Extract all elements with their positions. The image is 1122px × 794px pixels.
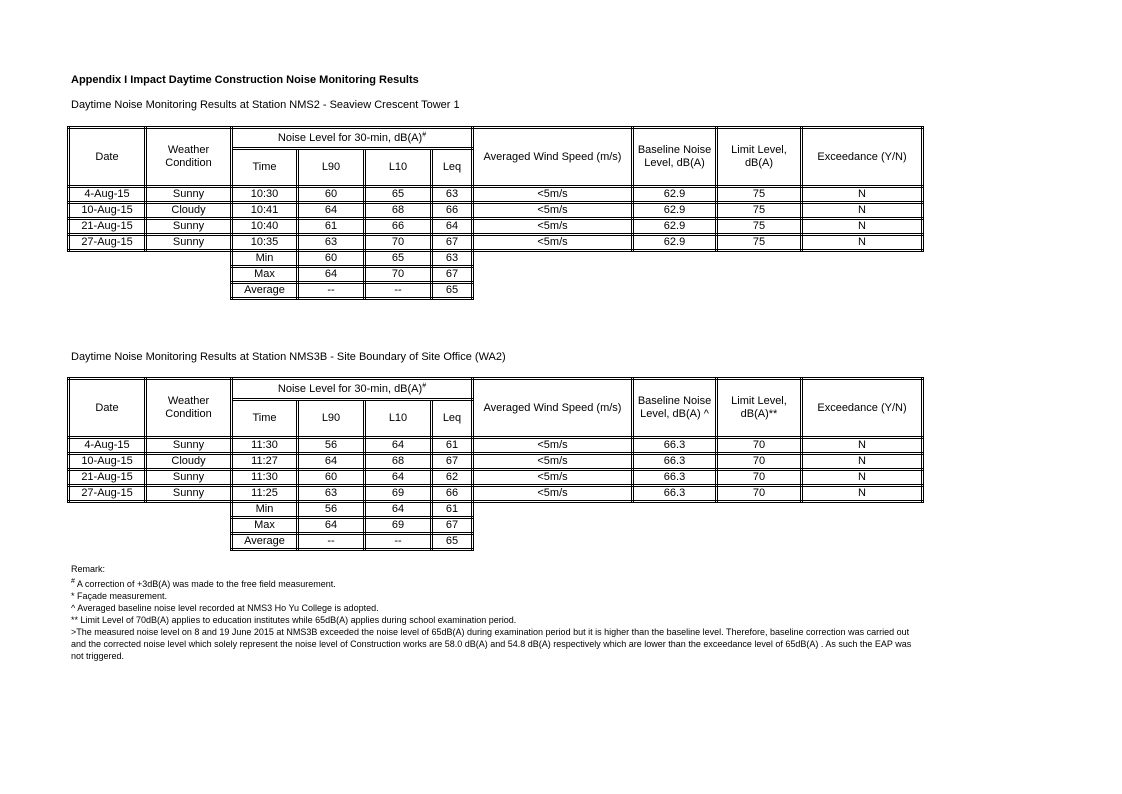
cell-time: 11:30: [232, 438, 298, 454]
cell-limit: 75: [717, 187, 802, 203]
header-wind-speed: Averaged Wind Speed (m/s): [473, 128, 633, 187]
cell-time: 11:27: [232, 454, 298, 470]
cell-limit: 70: [717, 438, 802, 454]
cell-date: 27-Aug-15: [69, 486, 146, 502]
cell-l90: 63: [298, 235, 365, 251]
summary-label: Max: [232, 267, 298, 283]
cell-exceedance: N: [802, 470, 923, 486]
cell-leq: 67: [432, 454, 473, 470]
header-limit: Limit Level, dB(A): [717, 128, 802, 187]
cell-weather: Sunny: [146, 187, 232, 203]
table-row: [69, 219, 923, 235]
cell-l90: 60: [298, 187, 365, 203]
cell-baseline: 66.3: [633, 454, 717, 470]
summary-leq: 61: [432, 502, 473, 518]
cell-limit: 70: [717, 470, 802, 486]
cell-weather: Cloudy: [146, 203, 232, 219]
cell-limit: 70: [717, 454, 802, 470]
appendix-title: Appendix I Impact Daytime Construction Noise Monitoring Results: [71, 74, 419, 86]
header-l10: L10: [365, 400, 432, 438]
cell-leq: 61: [432, 438, 473, 454]
remark-text: A correction of +3dB(A) was made to the free field measurement.: [74, 579, 336, 589]
cell-exceedance: N: [802, 203, 923, 219]
cell-wind: <5m/s: [473, 438, 633, 454]
cell-time: 11:25: [232, 486, 298, 502]
header-noise-level-text: Noise Level for 30-min, dB(A): [277, 131, 423, 144]
cell-limit: 75: [717, 219, 802, 235]
cell-l90: 63: [298, 486, 365, 502]
cell-l10: 64: [365, 438, 432, 454]
header-date: Date: [69, 128, 146, 187]
cell-date: 10-Aug-15: [69, 203, 146, 219]
blank-cell: [69, 283, 232, 299]
summary-l10: --: [365, 534, 432, 550]
summary-l10: 70: [365, 267, 432, 283]
header-limit: Limit Level, dB(A)**: [717, 379, 802, 438]
summary-row-min: [69, 251, 923, 267]
cell-weather: Sunny: [146, 438, 232, 454]
cell-time: 10:41: [232, 203, 298, 219]
remark-exceedance-note: >The measured noise level on 8 and 19 June 2015 at NMS3B exceeded the noise level of 65dB(A) during examination period but it is higher than the baseline level. Therefore, baseline correction was carried out and the corrected noise level which solely represent the noise level of Construction works are 58.0 dB(A) and 54.8 dB(A) respectively which are lower than the exceedance level of 65dB(A) . As such the EAP was not triggered.: [71, 627, 912, 661]
cell-exceedance: N: [802, 438, 923, 454]
cell-baseline: 62.9: [633, 203, 717, 219]
cell-baseline: 66.3: [633, 486, 717, 502]
header-noise-level-text: Noise Level for 30-min, dB(A): [277, 382, 423, 395]
summary-l90: 64: [298, 267, 365, 283]
noise-table-nms2: [67, 126, 924, 300]
cell-weather: Sunny: [146, 219, 232, 235]
summary-row-average: [69, 534, 923, 550]
summary-label: Max: [232, 518, 298, 534]
cell-wind: <5m/s: [473, 470, 633, 486]
cell-l10: 64: [365, 470, 432, 486]
cell-leq: 62: [432, 470, 473, 486]
cell-time: 11:30: [232, 470, 298, 486]
remarks-section: [71, 563, 921, 662]
cell-exceedance: N: [802, 486, 923, 502]
table-row: [69, 454, 923, 470]
cell-date: 27-Aug-15: [69, 235, 146, 251]
blank-cell: [473, 267, 923, 283]
cell-weather: Sunny: [146, 486, 232, 502]
cell-leq: 67: [432, 235, 473, 251]
summary-label: Average: [232, 283, 298, 299]
blank-cell: [69, 502, 232, 518]
header-time: Time: [232, 149, 298, 187]
cell-weather: Sunny: [146, 235, 232, 251]
table-2-caption: Daytime Noise Monitoring Results at Station NMS3B - Site Boundary of Site Office (WA2): [71, 351, 506, 363]
summary-leq: 67: [432, 518, 473, 534]
header-noise-level-sup: #: [422, 381, 427, 389]
blank-cell: [69, 534, 232, 550]
header-weather: Weather Condition: [146, 128, 232, 187]
remarks-heading: Remark:: [71, 564, 106, 574]
cell-l90: 64: [298, 454, 365, 470]
summary-label: Average: [232, 534, 298, 550]
summary-row-average: [69, 283, 923, 299]
table-row: [69, 438, 923, 454]
cell-date: 21-Aug-15: [69, 219, 146, 235]
cell-l90: 60: [298, 470, 365, 486]
table-1-caption: Daytime Noise Monitoring Results at Station NMS2 - Seaview Crescent Tower 1: [71, 99, 460, 111]
summary-leq: 67: [432, 267, 473, 283]
summary-l90: --: [298, 534, 365, 550]
blank-cell: [473, 251, 923, 267]
header-l10: L10: [365, 149, 432, 187]
cell-date: 10-Aug-15: [69, 454, 146, 470]
header-l90: L90: [298, 400, 365, 438]
cell-weather: Cloudy: [146, 454, 232, 470]
cell-exceedance: N: [802, 235, 923, 251]
header-leq: Leq: [432, 400, 473, 438]
cell-exceedance: N: [802, 187, 923, 203]
header-time: Time: [232, 400, 298, 438]
cell-time: 10:30: [232, 187, 298, 203]
blank-cell: [69, 518, 232, 534]
cell-wind: <5m/s: [473, 235, 633, 251]
table-row: [69, 235, 923, 251]
cell-exceedance: N: [802, 454, 923, 470]
remark-sup: #: [71, 578, 75, 585]
cell-baseline: 66.3: [633, 438, 717, 454]
header-exceedance: Exceedance (Y/N): [802, 128, 923, 187]
summary-l90: 60: [298, 251, 365, 267]
summary-l10: 69: [365, 518, 432, 534]
header-baseline: Baseline Noise Level, dB(A): [633, 128, 717, 187]
cell-baseline: 62.9: [633, 187, 717, 203]
header-date: Date: [69, 379, 146, 438]
summary-l10: 64: [365, 502, 432, 518]
noise-table-nms3b: [67, 377, 924, 551]
cell-wind: <5m/s: [473, 187, 633, 203]
cell-baseline: 62.9: [633, 219, 717, 235]
cell-l10: 68: [365, 203, 432, 219]
summary-l10: --: [365, 283, 432, 299]
header-exceedance: Exceedance (Y/N): [802, 379, 923, 438]
summary-leq: 65: [432, 283, 473, 299]
table-row: [69, 187, 923, 203]
table-row: [69, 470, 923, 486]
summary-l10: 65: [365, 251, 432, 267]
summary-leq: 65: [432, 534, 473, 550]
header-leq: Leq: [432, 149, 473, 187]
cell-baseline: 66.3: [633, 470, 717, 486]
cell-leq: 66: [432, 486, 473, 502]
summary-row-min: [69, 502, 923, 518]
header-wind-speed: Averaged Wind Speed (m/s): [473, 379, 633, 438]
cell-l90: 56: [298, 438, 365, 454]
cell-l10: 66: [365, 219, 432, 235]
cell-time: 10:40: [232, 219, 298, 235]
cell-limit: 70: [717, 486, 802, 502]
blank-cell: [473, 518, 923, 534]
cell-time: 10:35: [232, 235, 298, 251]
blank-cell: [473, 534, 923, 550]
summary-l90: --: [298, 283, 365, 299]
header-baseline: Baseline Noise Level, dB(A) ^: [633, 379, 717, 438]
cell-limit: 75: [717, 235, 802, 251]
summary-row-max: [69, 267, 923, 283]
cell-exceedance: N: [802, 219, 923, 235]
blank-cell: [69, 251, 232, 267]
header-weather: Weather Condition: [146, 379, 232, 438]
cell-leq: 64: [432, 219, 473, 235]
header-noise-level-sup: #: [422, 130, 427, 138]
remark-baseline: ^ Averaged baseline noise level recorded at NMS3 Ho Yu College is adopted.: [71, 603, 379, 613]
table-row: [69, 203, 923, 219]
summary-leq: 63: [432, 251, 473, 267]
cell-baseline: 62.9: [633, 235, 717, 251]
cell-wind: <5m/s: [473, 454, 633, 470]
cell-l90: 64: [298, 203, 365, 219]
blank-cell: [69, 267, 232, 283]
summary-l90: 56: [298, 502, 365, 518]
cell-wind: <5m/s: [473, 486, 633, 502]
summary-label: Min: [232, 502, 298, 518]
remark-free-field: [71, 578, 921, 590]
header-l90: L90: [298, 149, 365, 187]
summary-label: Min: [232, 251, 298, 267]
cell-l10: 68: [365, 454, 432, 470]
table-row: [69, 486, 923, 502]
summary-l90: 64: [298, 518, 365, 534]
cell-limit: 75: [717, 203, 802, 219]
blank-cell: [473, 283, 923, 299]
header-noise-level-group: [232, 128, 473, 149]
remark-facade: * Façade measurement.: [71, 591, 168, 601]
cell-date: 4-Aug-15: [69, 438, 146, 454]
header-noise-level-group: [232, 379, 473, 400]
cell-weather: Sunny: [146, 470, 232, 486]
cell-date: 21-Aug-15: [69, 470, 146, 486]
summary-row-max: [69, 518, 923, 534]
cell-l10: 69: [365, 486, 432, 502]
remark-limit-level: ** Limit Level of 70dB(A) applies to education institutes while 65dB(A) applies during school examination period.: [71, 615, 517, 625]
blank-cell: [473, 502, 923, 518]
cell-wind: <5m/s: [473, 219, 633, 235]
cell-leq: 66: [432, 203, 473, 219]
cell-wind: <5m/s: [473, 203, 633, 219]
cell-leq: 63: [432, 187, 473, 203]
cell-l10: 70: [365, 235, 432, 251]
cell-l90: 61: [298, 219, 365, 235]
cell-l10: 65: [365, 187, 432, 203]
cell-date: 4-Aug-15: [69, 187, 146, 203]
